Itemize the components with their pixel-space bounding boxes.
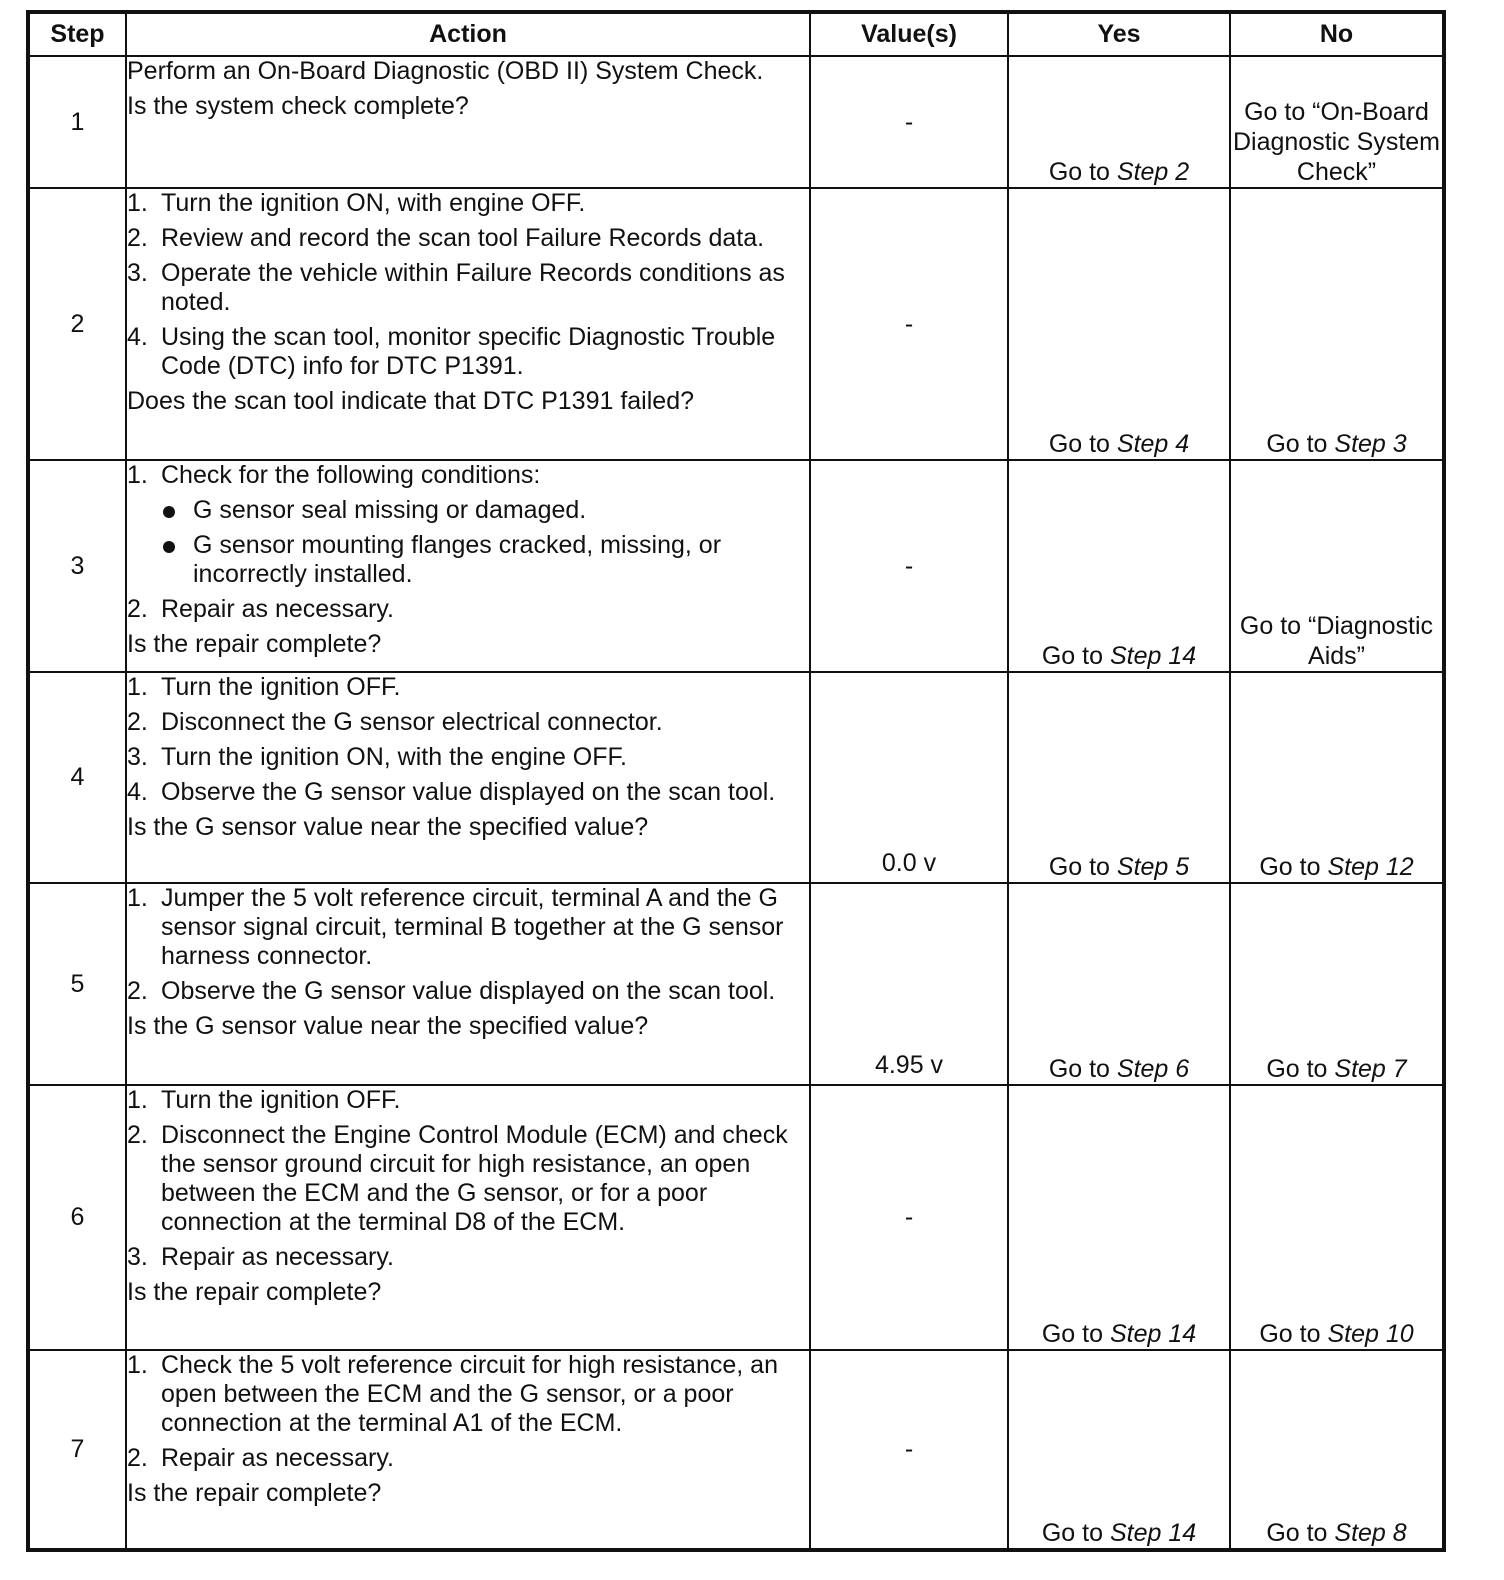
action-item: 2. Repair as necessary. xyxy=(127,595,394,623)
action-item: 1. Turn the ignition ON, with engine OFF. xyxy=(127,189,586,217)
yes-cell xyxy=(1008,56,1230,188)
action-item: 4. Observe the G sensor value displayed on the scan tool. xyxy=(127,778,776,806)
diagnostic-table xyxy=(26,10,1446,1552)
step-link: Step 4 xyxy=(1116,430,1190,458)
header-step: Step xyxy=(28,12,126,56)
action-item: 2. Observe the G sensor value displayed on the scan tool. xyxy=(127,977,776,1005)
step-link: Step 14 xyxy=(1109,642,1197,670)
action-question: Does the scan tool indicate that DTC P1391 failed? xyxy=(127,387,695,415)
action-cell xyxy=(126,1350,810,1550)
bullet-item: G sensor seal missing or damaged. xyxy=(127,496,809,525)
step-number: 4 xyxy=(28,672,126,883)
step-number: 1 xyxy=(28,56,126,188)
action-cell xyxy=(126,188,810,460)
no-cell: Go to Step 7 xyxy=(1230,883,1444,1085)
yes-cell: Go to Step 14 xyxy=(1008,1085,1230,1350)
action-question: Is the G sensor value near the specified value? xyxy=(127,813,649,841)
action-item: 2. Review and record the scan tool Failure Records data. xyxy=(127,224,765,252)
action-cell xyxy=(126,1085,810,1350)
no-cell: Go to Step 3 xyxy=(1230,188,1444,460)
table-row xyxy=(28,883,1444,1085)
no-cell xyxy=(1230,56,1444,188)
value-cell: - xyxy=(810,188,1008,460)
table-row xyxy=(28,460,1444,672)
header-action: Action xyxy=(126,12,810,56)
action-item: 2. Repair as necessary. xyxy=(127,1444,394,1472)
action-cell xyxy=(126,672,810,883)
action-item: 2. Disconnect the G sensor electrical connector. xyxy=(127,708,663,736)
step-number: 2 xyxy=(28,188,126,460)
value-cell: - xyxy=(810,1085,1008,1350)
step-link: Step 14 xyxy=(1109,1519,1197,1547)
go-to-prefix: Go to xyxy=(1048,158,1117,186)
step-link: Step 10 xyxy=(1327,1320,1414,1348)
no-cell xyxy=(1230,460,1444,672)
step-number: 6 xyxy=(28,1085,126,1350)
action-item: 1. Turn the ignition OFF. xyxy=(127,673,401,701)
bullet-item: G sensor mounting flanges cracked, missing, or incorrectly installed. xyxy=(127,531,809,589)
step-link: Step 2 xyxy=(1116,158,1190,186)
action-item: 1. Jumper the 5 volt reference circuit, terminal A and the G sensor signal circuit, terminal B together at the G sensor harness connector. xyxy=(127,884,784,970)
yes-cell: Go to Step 14 xyxy=(1008,460,1230,672)
action-item: 1. Check for the following conditions: xyxy=(127,461,541,489)
yes-cell: Go to Step 4 xyxy=(1008,188,1230,460)
step-number: 5 xyxy=(28,883,126,1085)
action-item: 1. Turn the ignition OFF. xyxy=(127,1086,401,1114)
action-question: Is the G sensor value near the specified value? xyxy=(127,1012,649,1040)
value-cell: - xyxy=(810,56,1008,188)
table-row xyxy=(28,1350,1444,1550)
action-item: 3. Operate the vehicle within Failure Records conditions as noted. xyxy=(127,259,785,316)
bullet-icon xyxy=(163,506,175,518)
action-cell xyxy=(126,56,810,188)
step-link: Step 8 xyxy=(1334,1519,1407,1547)
bullet-icon xyxy=(163,541,175,553)
header-yes: Yes xyxy=(1008,12,1230,56)
step-link: Step 3 xyxy=(1334,430,1407,458)
step-link: Step 14 xyxy=(1109,1320,1197,1348)
action-question: Is the system check complete? xyxy=(127,92,469,120)
action-question: Is the repair complete? xyxy=(127,1278,382,1306)
table-row xyxy=(28,56,1444,188)
step-link: Step 12 xyxy=(1327,853,1414,881)
value-cell: - xyxy=(810,460,1008,672)
no-cell: Go to Step 8 xyxy=(1230,1350,1444,1550)
action-cell xyxy=(126,883,810,1085)
action-question: Is the repair complete? xyxy=(127,1479,382,1507)
action-item: 4. Using the scan tool, monitor specific Diagnostic Trouble Code (DTC) info for DTC P1391. xyxy=(127,323,776,380)
action-cell xyxy=(126,460,810,672)
step-link: Step 7 xyxy=(1334,1055,1407,1083)
value-cell: - xyxy=(810,1350,1008,1550)
step-number: 3 xyxy=(28,460,126,672)
yes-cell: Go to Step 5 xyxy=(1008,672,1230,883)
yes-cell: Go to Step 6 xyxy=(1008,883,1230,1085)
action-text: Perform an On-Board Diagnostic (OBD II) System Check. xyxy=(127,57,764,85)
header-row xyxy=(28,12,1444,56)
go-to-reference: Go to “On-Board Diagnostic System Check” xyxy=(1232,98,1441,186)
action-item: 3. Turn the ignition ON, with the engine OFF. xyxy=(127,743,627,771)
go-to-reference: Go to “Diagnostic Aids” xyxy=(1239,612,1434,670)
value-cell: 4.95 v xyxy=(810,883,1008,1085)
no-cell: Go to Step 10 xyxy=(1230,1085,1444,1350)
table-row xyxy=(28,188,1444,460)
action-item: 3. Repair as necessary. xyxy=(127,1243,394,1271)
step-link: Step 6 xyxy=(1116,1055,1190,1083)
table-row xyxy=(28,1085,1444,1350)
action-item: 2. Disconnect the Engine Control Module (ECM) and check the sensor ground circuit for high resistance, an open between the ECM and the G sensor, or for a poor connection at the terminal D8 of the ECM. xyxy=(127,1121,788,1236)
table-row xyxy=(28,672,1444,883)
header-no: No xyxy=(1230,12,1444,56)
action-item: 1. Check the 5 volt reference circuit for high resistance, an open between the ECM and the G sensor, or a poor connection at the terminal A1 of the ECM. xyxy=(127,1351,778,1437)
header-values: Value(s) xyxy=(810,12,1008,56)
action-question: Is the repair complete? xyxy=(127,630,382,658)
no-cell: Go to Step 12 xyxy=(1230,672,1444,883)
step-link: Step 5 xyxy=(1116,853,1190,881)
step-number: 7 xyxy=(28,1350,126,1550)
yes-cell: Go to Step 14 xyxy=(1008,1350,1230,1550)
value-cell: 0.0 v xyxy=(810,672,1008,883)
